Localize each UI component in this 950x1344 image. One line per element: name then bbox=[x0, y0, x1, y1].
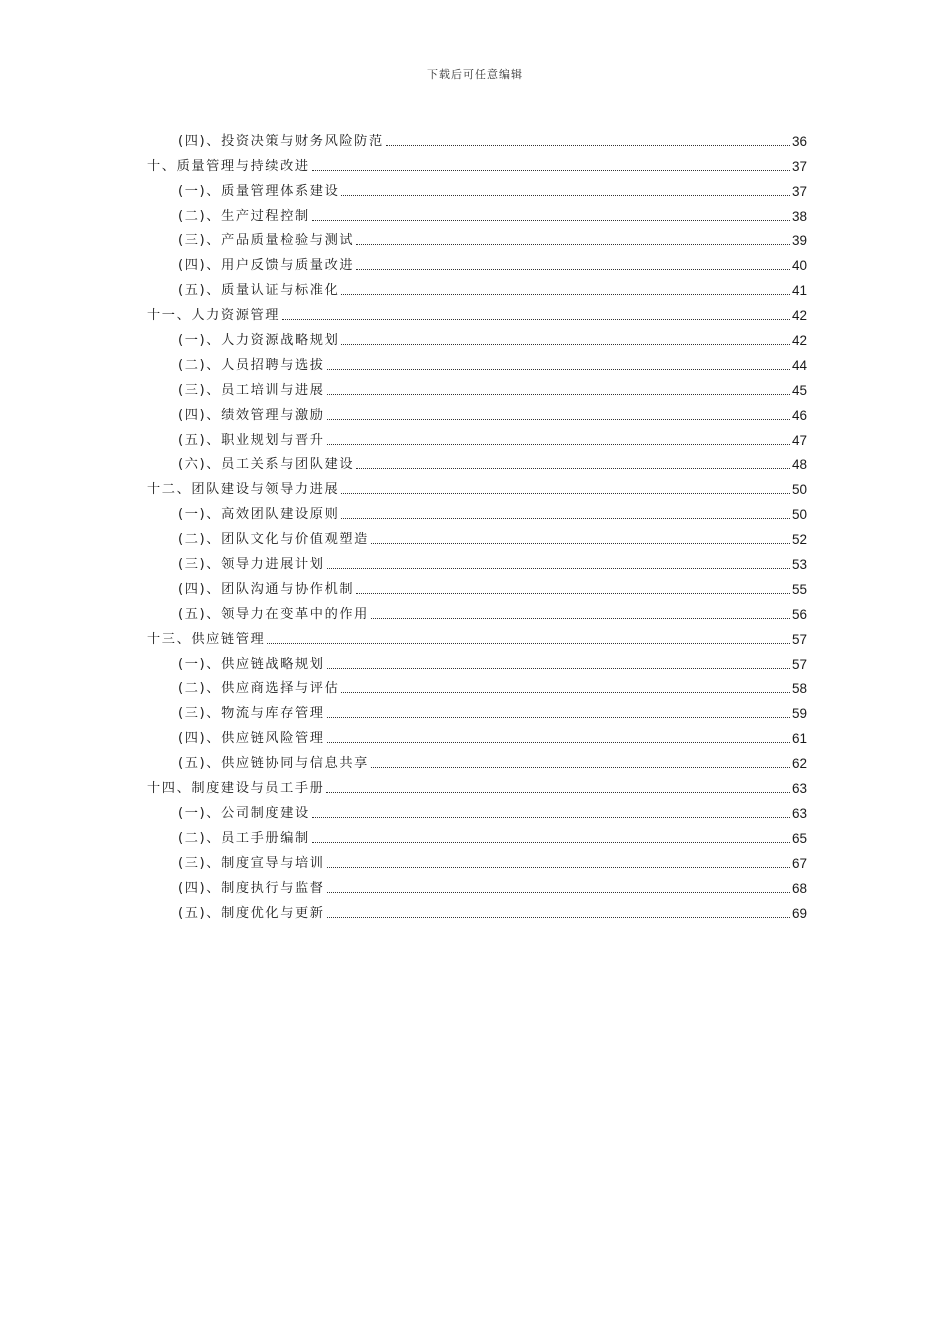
toc-section-entry[interactable] bbox=[147, 697, 807, 722]
toc-entry-page-number: 61 bbox=[791, 731, 807, 747]
toc-entry-label: (四)、绩效管理与激励 bbox=[178, 407, 325, 423]
toc-entry-label: (一)、高效团队建设原则 bbox=[178, 507, 340, 523]
toc-dot-leader bbox=[371, 618, 790, 619]
toc-entry-page-number: 48 bbox=[791, 457, 807, 473]
toc-dot-leader bbox=[312, 842, 790, 843]
toc-entry-label: (一)、供应链战略规划 bbox=[178, 656, 325, 672]
toc-entry-page-number: 59 bbox=[791, 706, 807, 722]
toc-dot-leader bbox=[341, 692, 790, 693]
toc-chapter-entry[interactable] bbox=[147, 150, 807, 175]
toc-section-entry[interactable] bbox=[147, 175, 807, 200]
toc-section-entry[interactable] bbox=[147, 872, 807, 897]
toc-dot-leader bbox=[386, 145, 790, 146]
toc-entry-page-number: 37 bbox=[791, 183, 807, 199]
toc-entry-label: (二)、生产过程控制 bbox=[178, 208, 310, 224]
toc-section-entry[interactable] bbox=[147, 822, 807, 847]
toc-section-entry[interactable] bbox=[147, 847, 807, 872]
toc-section-entry[interactable] bbox=[147, 673, 807, 698]
toc-dot-leader bbox=[341, 344, 790, 345]
toc-entry-label: (三)、产品质量检验与测试 bbox=[178, 233, 355, 249]
toc-dot-leader bbox=[327, 369, 790, 370]
toc-entry-label: (四)、团队沟通与协作机制 bbox=[178, 581, 355, 597]
toc-dot-leader bbox=[267, 643, 790, 644]
toc-chapter-entry[interactable] bbox=[147, 299, 807, 324]
toc-entry-page-number: 65 bbox=[791, 830, 807, 846]
toc-entry-label: (一)、公司制度建设 bbox=[178, 805, 310, 821]
toc-entry-page-number: 47 bbox=[791, 432, 807, 448]
toc-dot-leader bbox=[327, 668, 790, 669]
table-of-contents bbox=[147, 125, 807, 922]
toc-entry-label: (五)、职业规划与晋升 bbox=[178, 432, 325, 448]
toc-section-entry[interactable] bbox=[147, 548, 807, 573]
toc-section-entry[interactable] bbox=[147, 424, 807, 449]
toc-entry-page-number: 69 bbox=[791, 905, 807, 921]
toc-dot-leader bbox=[327, 892, 790, 893]
toc-dot-leader bbox=[312, 220, 790, 221]
toc-dot-leader bbox=[341, 493, 790, 494]
toc-entry-page-number: 53 bbox=[791, 557, 807, 573]
toc-section-entry[interactable] bbox=[147, 523, 807, 548]
toc-entry-label: (五)、领导力在变革中的作用 bbox=[178, 606, 369, 622]
toc-entry-page-number: 57 bbox=[791, 631, 807, 647]
toc-dot-leader bbox=[327, 444, 790, 445]
toc-entry-label: (三)、领导力进展计划 bbox=[178, 557, 325, 573]
toc-entry-label: (五)、供应链协同与信息共享 bbox=[178, 756, 369, 772]
toc-dot-leader bbox=[356, 244, 790, 245]
toc-dot-leader bbox=[356, 269, 790, 270]
toc-dot-leader bbox=[371, 543, 790, 544]
toc-entry-label: (四)、制度执行与监督 bbox=[178, 880, 325, 896]
toc-entry-label: (四)、供应链风险管理 bbox=[178, 731, 325, 747]
toc-entry-label: 十四、制度建设与员工手册 bbox=[147, 781, 325, 797]
toc-section-entry[interactable] bbox=[147, 125, 807, 150]
toc-entry-page-number: 40 bbox=[791, 258, 807, 274]
toc-entry-page-number: 46 bbox=[791, 407, 807, 423]
toc-entry-page-number: 41 bbox=[791, 283, 807, 299]
toc-entry-page-number: 58 bbox=[791, 681, 807, 697]
toc-section-entry[interactable] bbox=[147, 498, 807, 523]
toc-entry-label: (六)、员工关系与团队建设 bbox=[178, 457, 355, 473]
toc-section-entry[interactable] bbox=[147, 249, 807, 274]
toc-section-entry[interactable] bbox=[147, 449, 807, 474]
toc-entry-label: (二)、员工手册编制 bbox=[178, 830, 310, 846]
toc-dot-leader bbox=[327, 917, 790, 918]
toc-section-entry[interactable] bbox=[147, 374, 807, 399]
toc-entry-page-number: 68 bbox=[791, 880, 807, 896]
toc-entry-page-number: 44 bbox=[791, 357, 807, 373]
toc-entry-label: (五)、质量认证与标准化 bbox=[178, 283, 340, 299]
toc-entry-label: (五)、制度优化与更新 bbox=[178, 905, 325, 921]
toc-section-entry[interactable] bbox=[147, 399, 807, 424]
toc-entry-page-number: 62 bbox=[791, 756, 807, 772]
toc-chapter-entry[interactable] bbox=[147, 772, 807, 797]
toc-section-entry[interactable] bbox=[147, 722, 807, 747]
toc-entry-page-number: 38 bbox=[791, 208, 807, 224]
toc-section-entry[interactable] bbox=[147, 797, 807, 822]
page-header: 下载后可任意编辑 bbox=[427, 68, 523, 81]
toc-dot-leader bbox=[327, 867, 790, 868]
toc-entry-page-number: 50 bbox=[791, 507, 807, 523]
toc-dot-leader bbox=[312, 170, 790, 171]
toc-entry-label: 十一、人力资源管理 bbox=[147, 308, 281, 324]
toc-entry-page-number: 67 bbox=[791, 855, 807, 871]
toc-entry-label: (二)、人员招聘与选拔 bbox=[178, 357, 325, 373]
toc-entry-page-number: 45 bbox=[791, 382, 807, 398]
toc-section-entry[interactable] bbox=[147, 897, 807, 922]
toc-entry-label: (四)、用户反馈与质量改进 bbox=[178, 258, 355, 274]
toc-section-entry[interactable] bbox=[147, 573, 807, 598]
toc-dot-leader bbox=[356, 468, 790, 469]
toc-entry-page-number: 42 bbox=[791, 308, 807, 324]
toc-dot-leader bbox=[326, 792, 790, 793]
toc-section-entry[interactable] bbox=[147, 274, 807, 299]
toc-dot-leader bbox=[356, 593, 790, 594]
toc-section-entry[interactable] bbox=[147, 324, 807, 349]
toc-dot-leader bbox=[341, 195, 790, 196]
toc-entry-page-number: 39 bbox=[791, 233, 807, 249]
toc-entry-label: (三)、制度宣导与培训 bbox=[178, 855, 325, 871]
toc-section-entry[interactable] bbox=[147, 648, 807, 673]
toc-entry-label: (三)、员工培训与进展 bbox=[178, 382, 325, 398]
toc-entry-label: 十三、供应链管理 bbox=[147, 631, 266, 647]
toc-entry-label: (四)、投资决策与财务风险防范 bbox=[178, 133, 384, 149]
toc-chapter-entry[interactable] bbox=[147, 623, 807, 648]
toc-entry-page-number: 50 bbox=[791, 482, 807, 498]
toc-section-entry[interactable] bbox=[147, 598, 807, 623]
toc-section-entry[interactable] bbox=[147, 225, 807, 250]
toc-dot-leader bbox=[327, 568, 790, 569]
toc-dot-leader bbox=[327, 717, 790, 718]
toc-dot-leader bbox=[327, 394, 790, 395]
toc-dot-leader bbox=[327, 742, 790, 743]
toc-entry-label: (二)、团队文化与价值观塑造 bbox=[178, 532, 369, 548]
toc-entry-page-number: 57 bbox=[791, 656, 807, 672]
toc-entry-page-number: 36 bbox=[791, 133, 807, 149]
toc-dot-leader bbox=[312, 817, 790, 818]
toc-section-entry[interactable] bbox=[147, 747, 807, 772]
toc-entry-page-number: 63 bbox=[791, 781, 807, 797]
toc-section-entry[interactable] bbox=[147, 349, 807, 374]
toc-section-entry[interactable] bbox=[147, 200, 807, 225]
toc-entry-label: (一)、质量管理体系建设 bbox=[178, 183, 340, 199]
toc-entry-page-number: 63 bbox=[791, 805, 807, 821]
toc-chapter-entry[interactable] bbox=[147, 473, 807, 498]
toc-entry-page-number: 37 bbox=[791, 158, 807, 174]
toc-dot-leader bbox=[282, 319, 790, 320]
toc-entry-page-number: 52 bbox=[791, 532, 807, 548]
toc-dot-leader bbox=[341, 518, 790, 519]
toc-entry-label: (二)、供应商选择与评估 bbox=[178, 681, 340, 697]
toc-entry-page-number: 56 bbox=[791, 606, 807, 622]
toc-entry-label: (三)、物流与库存管理 bbox=[178, 706, 325, 722]
toc-dot-leader bbox=[327, 419, 790, 420]
toc-entry-page-number: 55 bbox=[791, 581, 807, 597]
toc-entry-label: (一)、人力资源战略规划 bbox=[178, 333, 340, 349]
toc-entry-page-number: 42 bbox=[791, 333, 807, 349]
toc-dot-leader bbox=[341, 294, 790, 295]
toc-dot-leader bbox=[371, 767, 790, 768]
toc-entry-label: 十、质量管理与持续改进 bbox=[147, 158, 310, 174]
toc-entry-label: 十二、团队建设与领导力进展 bbox=[147, 482, 340, 498]
